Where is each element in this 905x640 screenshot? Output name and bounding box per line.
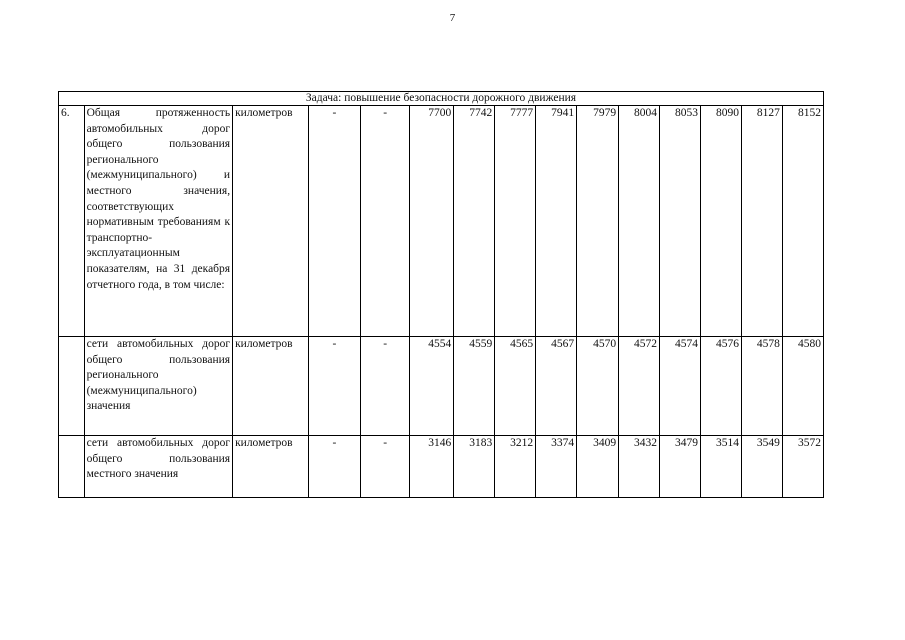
row-value: 7777 [495,106,536,337]
row-value: 8127 [741,106,782,337]
row-description: сети автомобильных дорог общего пользования регионального (межмуниципального) значения [84,337,232,436]
row-value: 3549 [741,436,782,498]
row-dash: - [361,106,410,337]
row-value: 4578 [741,337,782,436]
row-value: 3183 [454,436,495,498]
row-value: 3514 [701,436,742,498]
row-value: 7979 [577,106,619,337]
row-value: 4576 [701,337,742,436]
row-number [59,337,85,436]
row-unit: километров [233,106,309,337]
row-value: 3409 [577,436,619,498]
row-description: Общая протяженность автомобильных дорог общего пользования регионального (межмуниципального) и местного значения, соответствующих нормативным требованиям к транспортно-эксплуатационным показателям, на 31 декабря отчетного года, в том числе: [84,106,232,337]
row-value: 8090 [701,106,742,337]
indicator-table [58,91,824,498]
row-value: 3432 [619,436,660,498]
row-value: 4574 [660,337,701,436]
row-value: 8004 [619,106,660,337]
row-dash: - [308,106,360,337]
row-dash: - [361,436,410,498]
row-value: 4559 [454,337,495,436]
row-dash: - [308,337,360,436]
row-value: 4565 [495,337,536,436]
row-value: 3374 [536,436,577,498]
row-number: 6. [59,106,85,337]
row-dash: - [361,337,410,436]
table-row [59,436,824,498]
row-value: 8053 [660,106,701,337]
table-row [59,106,824,337]
row-value: 7742 [454,106,495,337]
row-value: 4572 [619,337,660,436]
row-value: 3572 [782,436,823,498]
task-title: Задача: повышение безопасности дорожного движения [59,92,824,106]
row-value: 3212 [495,436,536,498]
row-value: 4580 [782,337,823,436]
page-number: 7 [449,12,456,24]
row-unit: километров [233,436,309,498]
row-value: 4570 [577,337,619,436]
row-number [59,436,85,498]
row-value: 8152 [782,106,823,337]
row-value: 4567 [536,337,577,436]
row-value: 4554 [410,337,454,436]
row-description: сети автомобильных дорог общего пользования местного значения [84,436,232,498]
row-dash: - [308,436,360,498]
task-header-row [59,92,824,106]
row-value: 3479 [660,436,701,498]
table-row [59,337,824,436]
row-value: 7941 [536,106,577,337]
row-value: 3146 [410,436,454,498]
row-unit: километров [233,337,309,436]
row-value: 7700 [410,106,454,337]
